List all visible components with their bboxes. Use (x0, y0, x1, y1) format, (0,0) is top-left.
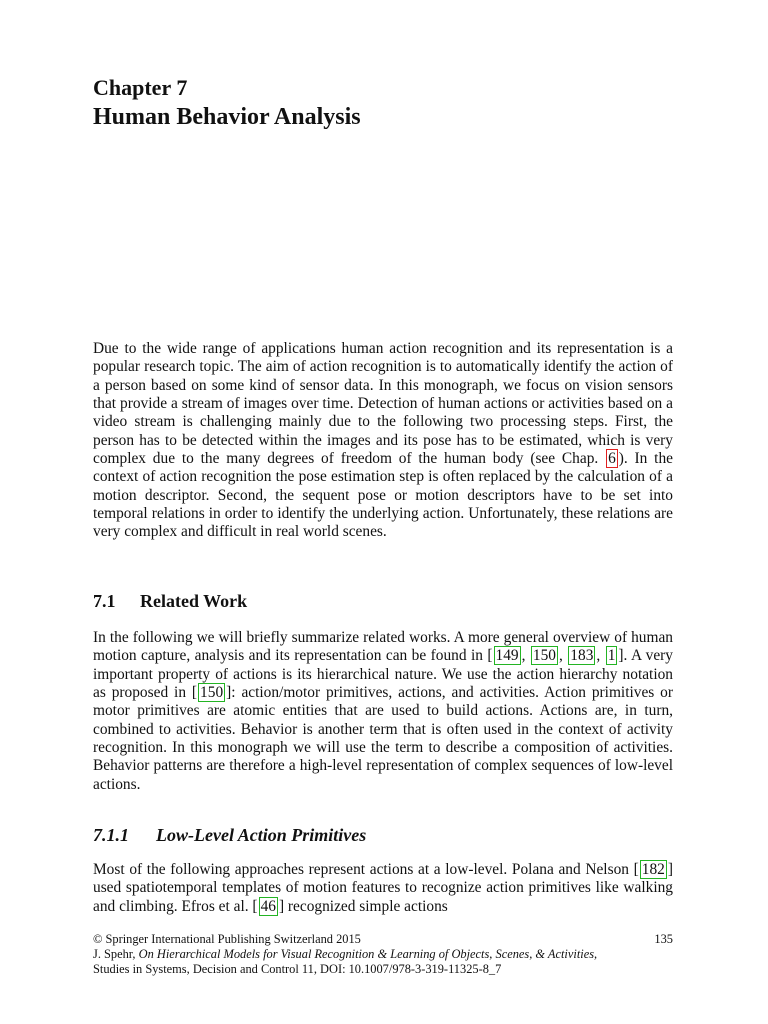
citation-150-link[interactable]: 150 (532, 647, 556, 665)
low-level-text-3: ] recognized simple actions (278, 897, 448, 915)
page (93, 0, 673, 1024)
author-name: J. Spehr, (93, 947, 139, 962)
related-text-3: ]: action/motor primitives, actions, and activities. Action primitives or motor primitives are atomic entities that are used to build actions. Actions are, in turn, combined to activities. Behavior is another term that is often used in the context of activity recognition. In this monograph we will use the term to describe a composition of activities. Behavior patterns are therefore a high-level representation of complex sequences of low-level actions. (93, 684, 673, 793)
low-level-text-1: Most of the following approaches represent actions at a low-level. Polana and Nelson [ (93, 861, 639, 878)
page-footer (93, 932, 673, 978)
section-7-1-heading (93, 590, 247, 612)
intro-paragraph (93, 340, 673, 542)
chapter-title: Human Behavior Analysis (93, 104, 361, 130)
footer-row (93, 932, 673, 947)
section-7-1-1-heading (93, 824, 366, 846)
copyright-notice: © Springer International Publishing Switzerland 2015 (93, 932, 361, 946)
citation-separator: , (596, 647, 605, 665)
subsection-title: Low-Level Action Primitives (156, 825, 367, 845)
subsection-number: 7.1.1 (93, 825, 129, 845)
citation-183-link[interactable]: 183 (570, 647, 594, 665)
related-work-paragraph (93, 629, 673, 794)
citation-46-link[interactable]: 46 (260, 897, 276, 915)
citation-182-link[interactable]: 182 (641, 861, 665, 878)
citation-separator: , (559, 647, 568, 665)
related-text-2: ]. A very important property of actions is its hierarchical nature. We use the action hierarchy notation as proposed in [ (93, 647, 673, 702)
book-title: On Hierarchical Models for Visual Recognition & Learning of Objects, Scenes, & Activities, (138, 947, 598, 962)
low-level-paragraph (93, 861, 673, 916)
chapter-6-link[interactable]: 6 (608, 450, 616, 468)
citation-149-link[interactable]: 149 (495, 647, 519, 665)
section-number: 7.1 (93, 591, 116, 611)
citation-1-link[interactable]: 1 (607, 647, 616, 665)
intro-text-1: Due to the wide range of applications human action recognition and its representation is a popular research topic. The aim of action recognition is to automatically identify the action of a person based on some kind of sensor data. In this monograph, we focus on vision sensors that provide a stream of images over time. Detection of human actions or activities based on a video stream is challenging mainly due to the following two processing steps. First, the person has to be detected within the images and its pose has to be estimated, which is very complex due to the many degrees of freedom of the human body (see Chap. (93, 340, 673, 468)
related-text-1: In the following we will briefly summarize related works. A more general overview of human motion capture, analysis and its representation can be found in [ (93, 629, 673, 665)
low-level-text-2: ] used spatiotemporal templates of motion features to recognize action primitives like walking and climbing. Efros et al. [ (93, 861, 673, 915)
series-info: Studies in Systems, Decision and Control 11, DOI: 10.1007/978-3-319-11325-8_7 (93, 962, 502, 977)
page-number: 135 (654, 932, 673, 946)
section-title: Related Work (140, 591, 248, 611)
citation-separator: , (521, 647, 530, 665)
chapter-label: Chapter 7 (93, 75, 188, 100)
citation-150-link[interactable]: 150 (200, 684, 224, 702)
intro-text-2: ). In the context of action recognition the pose estimation step is often replaced by the calculation of a motion descriptor. Second, the sequent pose or motion descriptors have to be set into temporal relations in order to identify the underlying action. Unfortunately, these relations are very complex and difficult in real world scenes. (93, 450, 673, 541)
book-citation (93, 947, 673, 962)
